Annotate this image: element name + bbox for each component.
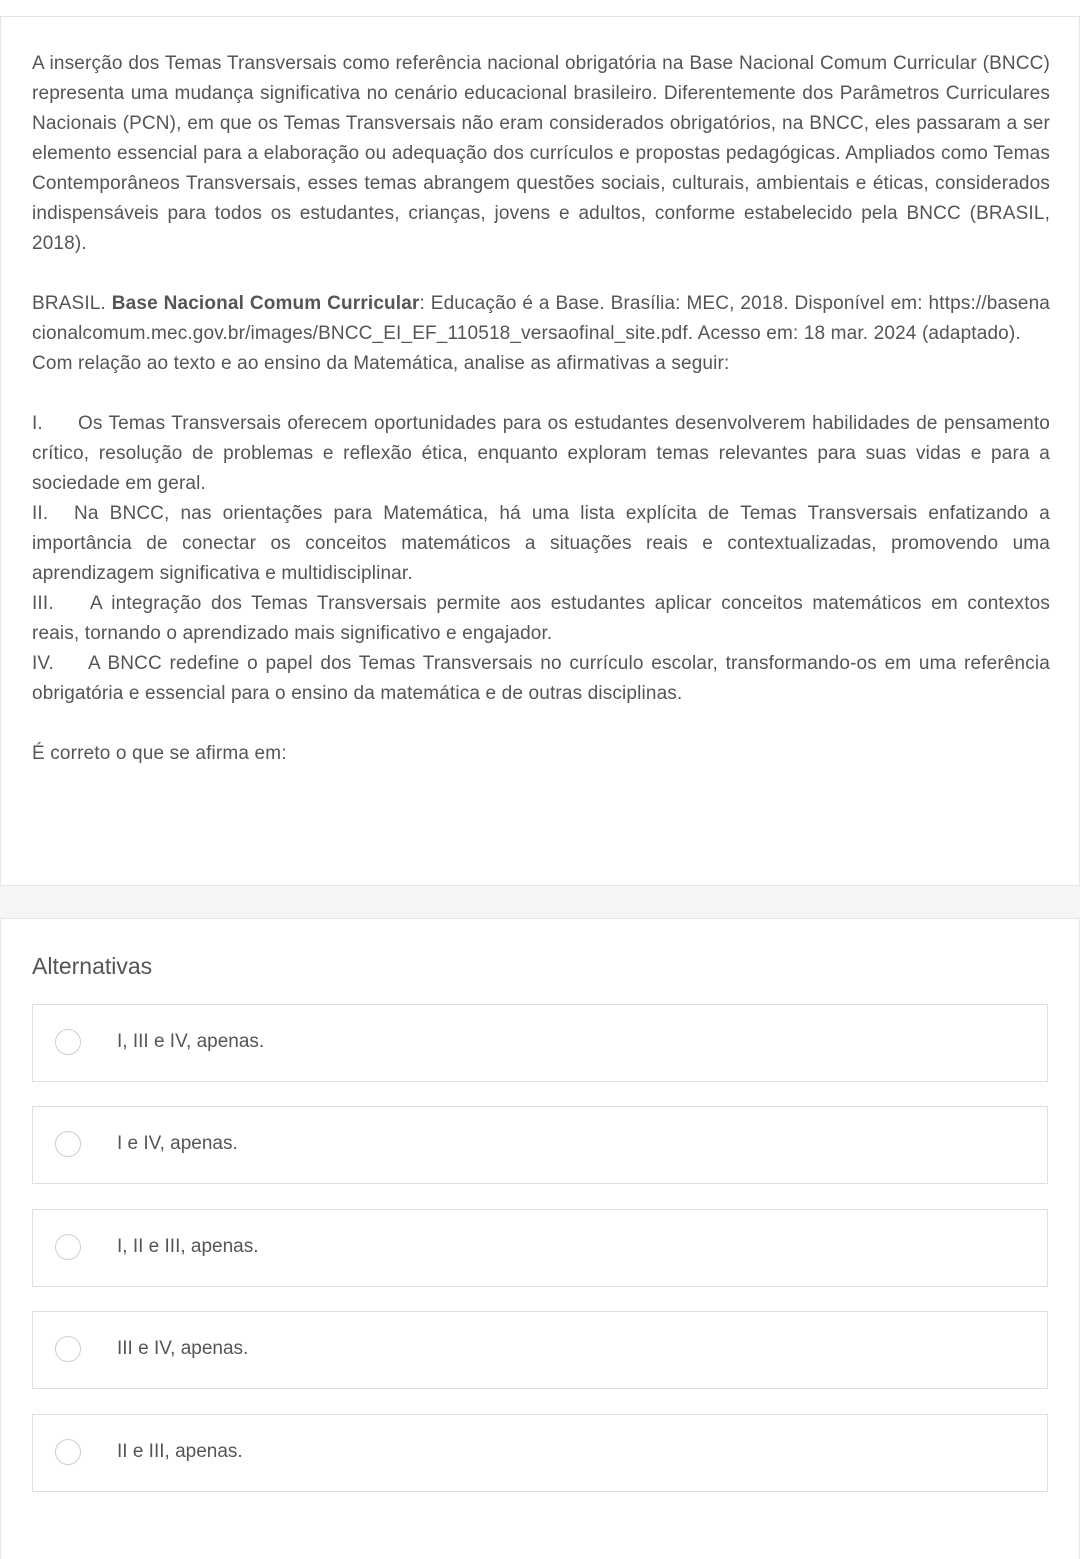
reference-title: Base Nacional Comum Curricular: [111, 293, 420, 314]
statement-3: [32, 589, 1050, 649]
statement-1-text: Os Temas Transversais oferecem oportunidades para os estudantes desenvolverem habilidades de pensamento crítico, resolução de problemas e reflexão ética, enquanto exploram temas relevantes para suas vidas e para a sociedade em geral.: [32, 413, 1050, 494]
alternative-option-3-label: I, II e III, apenas.: [117, 1236, 259, 1257]
statement-1: [32, 409, 1050, 499]
alternatives-title: Alternativas: [32, 953, 153, 979]
top-strip: [0, 0, 1080, 17]
question-prompt: É correto o que se afirma em:: [32, 743, 287, 764]
alternative-option-5[interactable]: [32, 1414, 1048, 1492]
statement-4: [32, 649, 1050, 709]
alternative-option-1[interactable]: [32, 1004, 1048, 1082]
reference-citation: [32, 289, 1050, 349]
question-paragraph: A inserção dos Temas Transversais como referência nacional obrigatória na Base Nacional Comum Curricular (BNCC) representa uma mudança significativa no cenário educacional brasileiro. Diferentemente dos Parâmetros Curriculares Nacionais (PCN), em que os Temas Transversais não eram considerados obrigatórios, na BNCC, eles passaram a ser elemento essencial para a elaboração ou adequação dos currículos e propostas pedagógicas. Ampliados como Temas Contemporâneos Transversais, esses temas abrangem questões sociais, culturais, ambientais e éticas, considerados indispensáveis para todos os estudantes, crianças, jovens e adultos, conforme estabelecido pela BNCC (BRASIL, 2018).: [32, 53, 1050, 254]
question-card: [0, 17, 1080, 886]
reference-prefix: BRASIL.: [32, 293, 112, 314]
statement-2: [32, 499, 1050, 589]
alternative-option-2[interactable]: [32, 1106, 1048, 1184]
statement-4-text: A BNCC redefine o papel dos Temas Transversais no currículo escolar, transformando-os em uma referência obrigatória e essencial para o ensino da matemática e de outras disciplinas.: [32, 653, 1050, 704]
alternatives-card: [0, 918, 1080, 1559]
statement-3-text: A integração dos Temas Transversais permite aos estudantes aplicar conceitos matemáticos em contextos reais, tornando o aprendizado mais significativo e engajador.: [32, 593, 1050, 644]
radio-icon[interactable]: [55, 1336, 81, 1362]
radio-icon[interactable]: [55, 1439, 81, 1465]
statement-1-number: I.: [32, 413, 43, 434]
alternative-option-4[interactable]: [32, 1311, 1048, 1389]
alternative-option-1-label: I, III e IV, apenas.: [117, 1031, 265, 1052]
radio-icon[interactable]: [55, 1131, 81, 1157]
reference-suffix: : Educação é a Base. Brasília: MEC, 2018. Disponível em: https://basenacionalcomum.mec.gov.br/images/BNCC_EI_EF_110518_versaofinal_site.pdf. Acesso em: 18 mar. 2024 (adaptado).: [32, 293, 1051, 344]
radio-icon[interactable]: [55, 1029, 81, 1055]
alternative-option-2-label: I e IV, apenas.: [117, 1133, 238, 1154]
radio-icon[interactable]: [55, 1234, 81, 1260]
alternative-option-5-label: II e III, apenas.: [117, 1441, 243, 1462]
statement-2-text: Na BNCC, nas orientações para Matemática, há uma lista explícita de Temas Transversais enfatizando a importância de conectar os conceitos matemáticos a situações reais e contextualizadas, promovendo uma aprendizagem significativa e multidisciplinar.: [32, 503, 1050, 584]
alternative-option-3[interactable]: [32, 1209, 1048, 1287]
question-body: [32, 49, 1050, 769]
statement-4-number: IV.: [32, 653, 54, 674]
statement-3-number: III.: [32, 593, 54, 614]
alternative-option-4-label: III e IV, apenas.: [117, 1338, 249, 1359]
question-instruction: Com relação ao texto e ao ensino da Matemática, analise as afirmativas a seguir:: [32, 353, 730, 374]
statement-2-number: II.: [32, 503, 49, 524]
